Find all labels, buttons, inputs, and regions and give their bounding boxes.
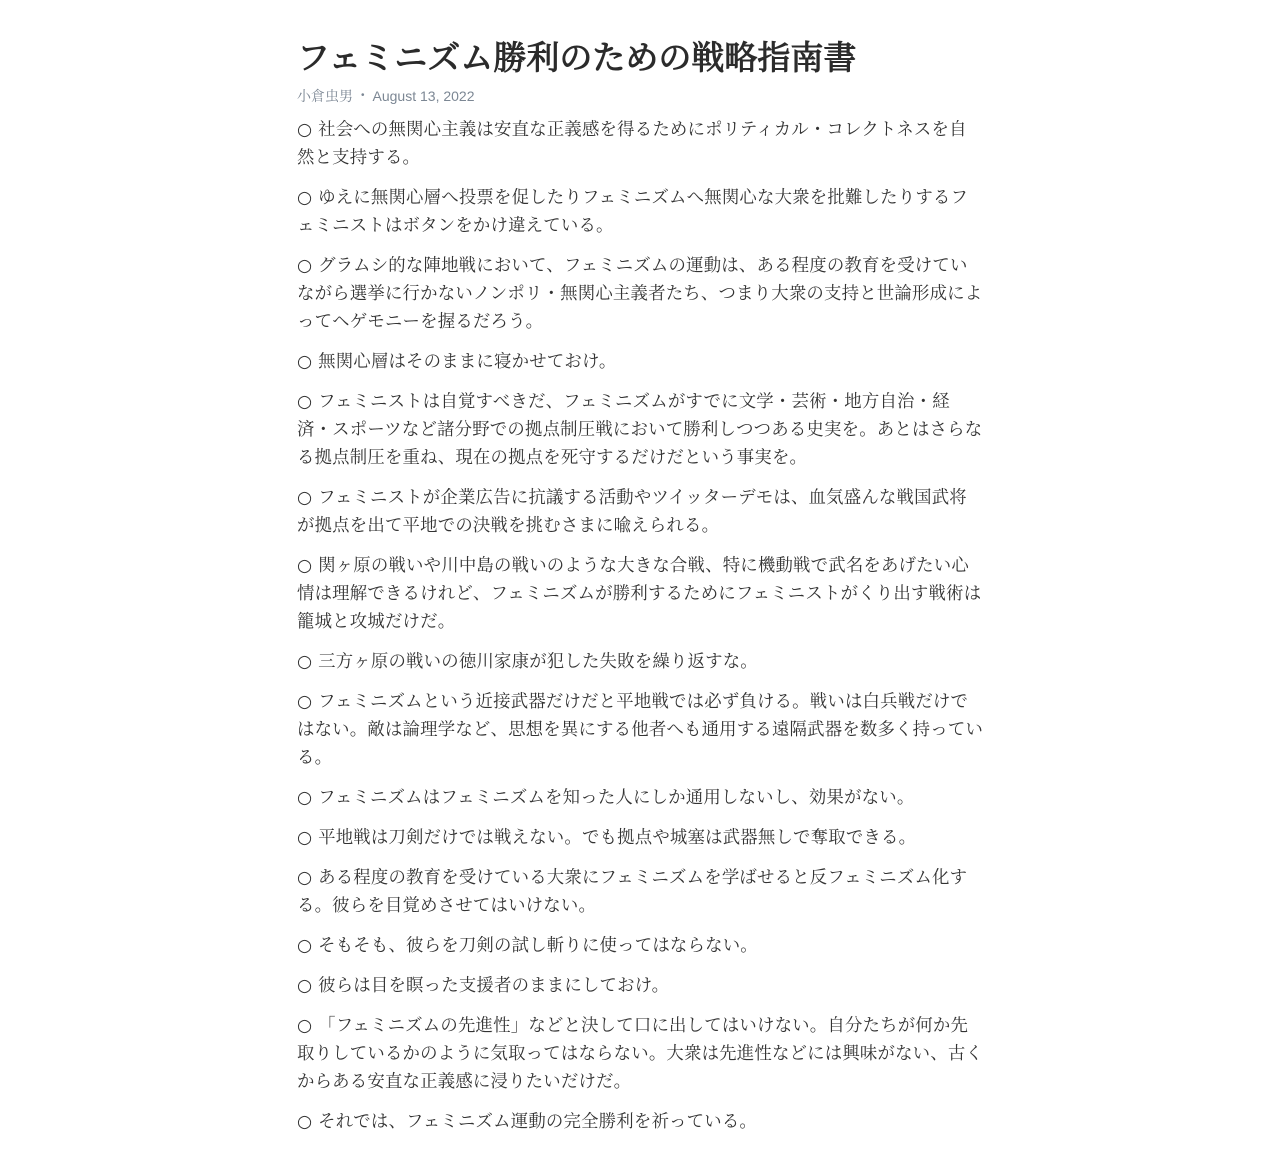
paragraph: ○ ある程度の教育を受けている大衆にフェミニズムを学ばせると反フェミニズム化する。彼らを目覚めさせてはいけない。 <box>297 868 968 916</box>
paragraph: ○ それでは、フェミニズム運動の完全勝利を祈っている。 <box>297 1112 758 1132</box>
paragraph: ○ そもそも、彼らを刀剣の試し斬りに使ってはならない。 <box>297 936 758 956</box>
paragraph: ○ フェミニズムという近接武器だけだと平地戦では必ず負ける。戦いは白兵戦だけではない。敵は論理学など、思想を異にする他者へも通用する遠隔武器を数多く持っている。 <box>297 692 984 768</box>
paragraph: ○ 平地戦は刀剣だけでは戦えない。でも拠点や城塞は武器無しで奪取できる。 <box>297 828 917 848</box>
paragraph: ○ 社会への無関心主義は安直な正義感を得るためにポリティカル・コレクトネスを自然と支持する。 <box>297 120 967 168</box>
paragraph: ○ フェミニズムはフェミニズムを知った人にしか通用しないし、効果がない。 <box>297 788 915 808</box>
paragraph: ○ 彼らは目を瞑った支援者のままにしておけ。 <box>297 976 670 996</box>
paragraph: ○ フェミニストは自覚すべきだ、フェミニズムがすでに文学・芸術・地方自治・経済・スポーツなど諸分野での拠点制圧戦において勝利しつつある史実を。あとはさらなる拠点制圧を重ね、現在の拠点を死守するだけだという事実を。 <box>297 392 983 468</box>
paragraph: ○ フェミニストが企業広告に抗議する活動やツイッターデモは、血気盛んな戦国武将が拠点を出て平地での決戦を挑むさまに喩えられる。 <box>297 488 967 536</box>
article <box>297 34 984 1148</box>
article-title: フェミニズム勝利のための戦略指南書 <box>297 38 857 77</box>
publish-date: August 13, 2022 <box>372 88 475 104</box>
paragraph: ○ 関ヶ原の戦いや川中島の戦いのような大きな合戦、特に機動戦で武名をあげたい心情は理解できるけれど、フェミニズムが勝利するためにフェミニストがくり出す戦術は籠城と攻城だけだ。 <box>297 556 982 632</box>
paragraph: ○ グラムシ的な陣地戦において、フェミニズムの運動は、ある程度の教育を受けていながら選挙に行かないノンポリ・無関心主義者たち、つまり大衆の支持と世論形成によってヘゲモニーを握るだろう。 <box>297 256 983 332</box>
meta-separator: • <box>361 90 365 101</box>
paragraph: ○ 無関心層はそのままに寝かせておけ。 <box>297 352 617 372</box>
article-meta <box>297 84 984 108</box>
paragraph: ○ 「フェミニズムの先進性」などと決して口に出してはいけない。自分たちが何か先取りしているかのように気取ってはならない。大衆は先進性などには興味がない、古くからある安直な正義感に浸りたいだけだ。 <box>297 1016 984 1092</box>
author-link[interactable]: 小倉虫男 <box>297 88 353 104</box>
paragraph: ○ 三方ヶ原の戦いの徳川家康が犯した失敗を繰り返すな。 <box>297 652 758 672</box>
article-body <box>297 116 984 1136</box>
paragraph: ○ ゆえに無関心層へ投票を促したりフェミニズムへ無関心な大衆を批難したりするフェミニストはボタンをかけ違えている。 <box>297 188 969 236</box>
